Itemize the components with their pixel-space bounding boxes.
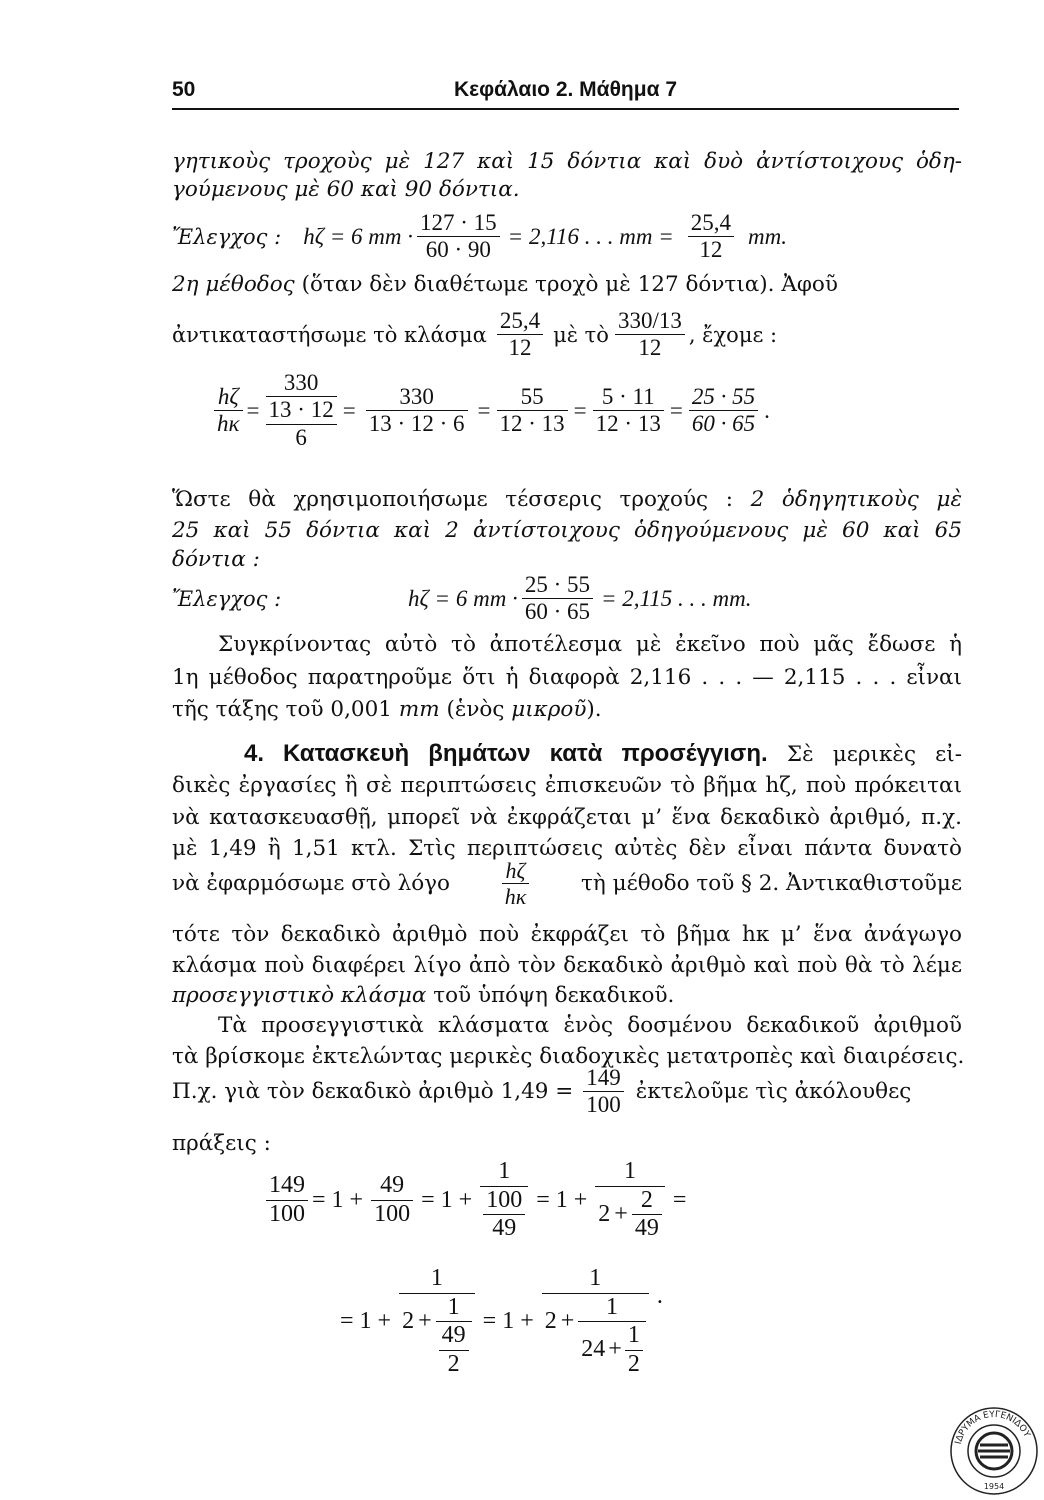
page-header	[172, 78, 959, 110]
foundation-seal-stamp	[948, 1405, 1040, 1497]
text-line	[172, 486, 962, 513]
continued-fraction-line-1	[262, 1158, 686, 1243]
formula-text: = 2,116 . . . mm =	[507, 223, 674, 249]
fraction	[480, 1187, 528, 1243]
text-span: τὴ μέθοδο τοῦ § 2. Ἀντικαθιστοῦμε	[581, 871, 962, 897]
text-span: ).	[586, 697, 602, 722]
fraction	[366, 384, 468, 438]
nested-fraction	[578, 1294, 646, 1379]
fraction	[417, 210, 500, 264]
denominator: 13 · 12 · 6	[368, 411, 465, 437]
fraction	[436, 1322, 472, 1378]
numerator: 149	[266, 1172, 308, 1201]
fraction	[497, 384, 568, 438]
denominator: 2	[627, 1350, 640, 1377]
denominator: 100	[374, 1200, 411, 1227]
text-span: (ὅταν δὲν διαθέτωμε τροχὸ μὲ 127 δόντια). Ἀφοῦ	[301, 272, 838, 297]
numerator: 2	[632, 1187, 662, 1216]
numerator: 49	[371, 1172, 413, 1201]
check-label: Ἔλεγχος :	[172, 224, 282, 249]
equals: =	[672, 1186, 687, 1213]
equals: =	[342, 397, 356, 423]
fraction	[688, 210, 734, 264]
text-line: Συγκρίνοντας αὐτὸ τὸ ἀποτέλεσμα μὲ ἐκεῖνο ποὺ μᾶς ἔδωσε ἡ	[218, 632, 962, 657]
plus: +	[573, 1186, 588, 1213]
number: 1	[331, 1186, 344, 1213]
fraction	[497, 308, 543, 362]
equals: =	[421, 1186, 435, 1213]
equals: =	[573, 397, 587, 423]
denominator	[542, 1294, 649, 1379]
text-span: Σὲ μερικὲς εἰ-	[786, 742, 963, 767]
denominator: 60 · 65	[524, 599, 590, 625]
numerator: 1	[578, 1294, 646, 1323]
text-span: mm	[398, 697, 440, 722]
text-span: Ὥστε θὰ χρησιμοποιήσωμε τέσσερις τροχούς :	[172, 487, 733, 512]
denominator: 2	[447, 1350, 460, 1377]
plus: +	[349, 1186, 364, 1213]
denominator: 12 · 13	[595, 411, 661, 437]
text-line: πράξεις :	[172, 1131, 271, 1156]
numerator: 1	[436, 1294, 472, 1323]
seal-text: ΙΔΡΥΜΑ ΕΥΓΕΝΙΔΟΥ	[953, 1409, 1032, 1446]
text-line: νὰ κατασκευασθῇ, μπορεῖ νὰ ἐκφράζεται μ’ ἕνα δεκαδικὸ ἀριθμό, π.χ.	[172, 805, 962, 830]
plus: +	[520, 1308, 534, 1335]
text-line: τὰ βρίσκομε ἐκτελώντας μερικὲς διαδοχικὲς μετατροπὲς καὶ διαιρέσεις.	[172, 1044, 965, 1069]
fraction	[593, 384, 664, 438]
fraction	[632, 1187, 662, 1243]
text-span: τοῦ ὑπόψη δεκαδικοῦ.	[433, 983, 675, 1008]
numerator: 5 · 11	[593, 384, 664, 411]
text-line	[172, 858, 962, 910]
numerator: 1	[480, 1158, 528, 1187]
equals: =	[340, 1308, 354, 1335]
ratio-equation: $\frac{h\zeta}{h\kappa}$ = 330 13 · 12 6 = $\frac{330}{13 \cdot 12 \cdot 6}$ = $\frac{55}{12 \cdot 13}$ = $\frac{5 \cdot 11}{12 \cdot 13}$ = $\frac{25 \cdot 55}{60 \cdot 65}$ .	[210, 370, 770, 451]
denominator: 100	[586, 1092, 621, 1118]
text-span: , ἔχομε :	[688, 322, 778, 347]
numerator: 127 · 15	[417, 210, 500, 237]
equals: =	[482, 1308, 497, 1335]
seal-year: 1954	[983, 1482, 1005, 1491]
numerator: hζ	[214, 384, 243, 411]
fraction	[214, 384, 243, 438]
check-label: Ἔλεγχος :	[172, 586, 282, 611]
text-line: Τὰ προσεγγιστικὰ κλάσματα ἑνὸς δοσμένου δεκαδικοῦ ἀριθμοῦ	[218, 1013, 962, 1038]
text-line	[172, 982, 962, 1009]
formula-text: = 2,115 . . . mm.	[600, 585, 752, 611]
plus: +	[418, 1307, 432, 1334]
seal-emblem-lines	[978, 1445, 1010, 1457]
text-span: (ἑνὸς	[446, 697, 505, 722]
denominator: hκ	[504, 884, 527, 910]
number: 1	[502, 1308, 515, 1335]
denominator: 12	[508, 335, 532, 361]
text-line	[172, 308, 777, 362]
formula-text: hζ = 6 mm ·	[408, 585, 518, 611]
equals: =	[536, 1186, 550, 1213]
numerator: 1	[625, 1322, 643, 1351]
numerator: 25,4	[497, 308, 543, 335]
number: 1	[555, 1186, 568, 1213]
numerator: 55	[497, 384, 568, 411]
plus: +	[614, 1200, 628, 1227]
numerator: 149	[583, 1065, 624, 1092]
fraction	[689, 384, 758, 438]
denominator: 12 · 13	[499, 411, 565, 437]
compound-fraction	[266, 370, 337, 451]
fraction	[625, 1322, 643, 1378]
number: 24	[581, 1336, 606, 1363]
text-line: δικὲς ἐργασίες ἢ σὲ περιπτώσεις ἐπισκευῶν τὸ βῆμα hζ, ποὺ πρόκειται	[172, 773, 962, 798]
fraction	[615, 308, 685, 362]
fraction	[266, 1172, 308, 1228]
check-equation-2	[172, 572, 752, 626]
chapter-title: Κεφάλαιο 2. Μάθημα 7	[453, 78, 678, 101]
text-line: δόντια :	[172, 547, 260, 572]
check-equation-1	[172, 210, 787, 264]
numerator: 100	[483, 1187, 525, 1216]
equals: =	[246, 397, 260, 423]
numerator: 49	[439, 1322, 469, 1351]
fraction	[583, 1065, 624, 1119]
denominator	[578, 1322, 646, 1378]
numerator: 330	[366, 384, 468, 411]
text-line: 1η μέθοδος παρατηροῦμε ὅτι ἡ διαφορὰ 2,116 . . . — 2,115 . . . εἶναι	[172, 665, 962, 690]
denominator	[595, 1187, 665, 1243]
section-title: 4. Κατασκευὴ βημάτων κατὰ προσέγγιση.	[244, 740, 768, 767]
nested-fraction	[436, 1294, 472, 1379]
text-span: μὲ τὸ	[553, 322, 609, 347]
numerator: 13 · 12	[266, 397, 337, 424]
fraction	[371, 1172, 413, 1228]
numerator: 330	[266, 370, 337, 397]
number: 1	[440, 1186, 453, 1213]
text-span: μικροῦ	[511, 697, 587, 722]
denominator: 12	[699, 237, 723, 263]
formula-text: hζ = 6 mm ·	[303, 223, 413, 249]
denominator: 60 · 90	[425, 237, 491, 263]
text-line: γούμενους μὲ 60 καὶ 90 δόντια.	[172, 177, 520, 202]
numerator: 1	[595, 1158, 665, 1187]
denominator: 49	[492, 1215, 517, 1242]
denominator: hκ	[217, 411, 240, 437]
text-span: ἐκτελοῦμε τὶς ἀκόλουθες	[635, 1079, 912, 1105]
fraction	[522, 572, 593, 626]
numerator: 1	[542, 1265, 649, 1294]
number: 2	[598, 1200, 611, 1227]
plus: +	[377, 1308, 392, 1335]
text-line: 25 καὶ 55 δόντια καὶ 2 ἀντίστοιχους ὁδηγούμενους μὲ 60 καὶ 65	[172, 518, 962, 543]
unit: mm.	[747, 223, 787, 249]
denominator: 49	[634, 1215, 659, 1242]
denominator: 12	[638, 335, 662, 361]
nested-fraction	[542, 1265, 649, 1378]
text-line: γητικοὺς τροχοὺς μὲ 127 καὶ 15 δόντια καὶ δυὸ ἀντίστοιχους ὁδη-	[172, 149, 962, 174]
equals: =	[312, 1186, 326, 1213]
text-line	[172, 696, 962, 723]
text-line: μὲ 1,49 ἢ 1,51 κτλ. Στὶς περιπτώσεις αὐτὲς δὲν εἶναι πάντα δυνατὸ	[172, 836, 962, 861]
text-span: 2 ὁδηγητικοὺς μὲ	[750, 487, 962, 512]
text-span: τῆς τάξης τοῦ 0,001	[172, 697, 392, 722]
text-line: κλάσμα ποὺ διαφέρει λίγο ἀπὸ τὸν δεκαδικὸ ἀριθμὸ καὶ ποὺ θὰ τὸ λέμε	[172, 953, 962, 978]
method-label: 2η μέθοδος	[172, 272, 295, 297]
text-line	[172, 271, 962, 298]
plus: +	[560, 1307, 575, 1334]
numerator: hζ	[502, 858, 530, 884]
text-line	[172, 1065, 911, 1119]
number: 1	[359, 1308, 372, 1335]
nested-fraction	[480, 1158, 528, 1243]
equals: =	[477, 397, 491, 423]
denominator	[399, 1294, 475, 1379]
nested-fraction	[595, 1158, 665, 1243]
text-span: ἀντικαταστήσωμε τὸ κλάσμα	[172, 322, 487, 347]
continued-fraction-line-2: = 1 + 1 2 + 1 49 2 = 1 + 1 2 + 1 24 + $\frac{1}{2}$ .	[340, 1265, 663, 1377]
page-number: 50	[172, 78, 196, 101]
numerator: 25 · 55	[522, 572, 593, 599]
plus: +	[608, 1336, 622, 1363]
number: 2	[402, 1307, 415, 1334]
denominator: 60 · 65	[691, 411, 756, 437]
denominator: 6	[295, 424, 307, 450]
numerator: 330/13	[615, 308, 685, 335]
section-heading-line	[172, 740, 962, 768]
nested-fraction	[399, 1265, 475, 1378]
denominator: 100	[269, 1200, 305, 1227]
text-span: νὰ ἐφαρμόσωμε στὸ λόγο	[172, 871, 450, 897]
plus: +	[458, 1186, 473, 1213]
text-span: προσεγγιστικὸ κλάσμα	[172, 983, 427, 1008]
text-span: Π.χ. γιὰ τὸν δεκαδικὸ ἀριθμὸ 1,49 =	[172, 1079, 574, 1105]
text-line: τότε τὸν δεκαδικὸ ἀριθμὸ ποὺ ἐκφράζει τὸ βῆμα hκ μ’ ἕνα ἀνάγωγο	[172, 922, 962, 947]
fraction	[502, 858, 530, 910]
number: 2	[544, 1307, 557, 1334]
numerator: 1	[399, 1265, 475, 1294]
equals: =	[669, 397, 683, 423]
numerator: 25,4	[688, 210, 734, 237]
numerator: 25 · 55	[689, 384, 758, 411]
